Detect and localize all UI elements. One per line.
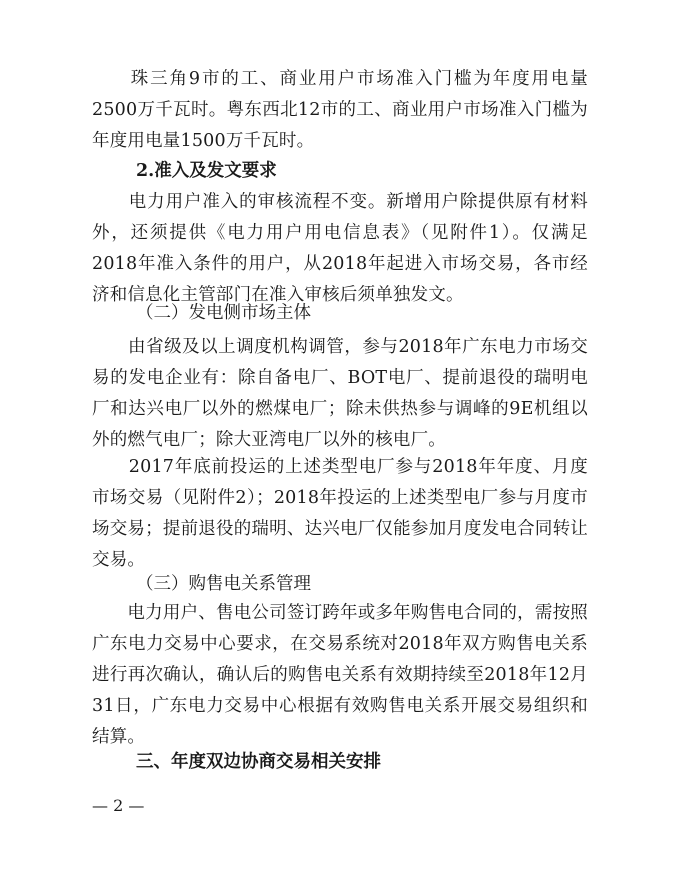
heading-section-three: 三、年度双边协商交易相关安排: [136, 752, 381, 772]
paragraph-commissioning: 2017年底前投运的上述类型电厂参与2018年年度、月度市场交易（见附件2）；2018年投运的上述类型电厂参与月度市场交易；提前退役的瑞明、达兴电厂仅能参加月度发电合同转让交易。: [92, 457, 588, 570]
paragraph-market-threshold: 珠三角9市的工、商业用户市场准入门槛为年度用电量2500万千瓦时。粤东西北12市的工、商业用户市场准入门槛为年度用电量1500万千瓦时。: [92, 69, 588, 151]
heading-purchase-sale: （三）购售电关系管理: [136, 574, 311, 594]
paragraph-audit-process: 电力用户准入的审核流程不变。新增用户除提供原有材料外，还须提供《电力用户用电信息表》（见附件1）。仅满足2018年准入条件的用户，从2018年起进入市场交易，各市经济和信息化主管部门在准入审核后须单独发文。: [92, 192, 588, 305]
heading-access-requirements: 2.准入及发文要求: [136, 161, 277, 181]
heading-generation-side: （二）发电侧市场主体: [136, 303, 311, 323]
paragraph-generators: 由省级及以上调度机构调管，参与2018年广东电力市场交易的发电企业有：除自备电厂、BOT电厂、提前退役的瑞明电厂和达兴电厂以外的燃煤电厂；除未供热参与调峰的9E机组以外的燃气电厂；除大亚湾电厂以外的核电厂。: [92, 337, 588, 450]
paragraph-contract-confirmation: 电力用户、售电公司签订跨年或多年购售电合同的，需按照广东电力交易中心要求，在交易系统对2018年双方购售电关系进行再次确认，确认后的购售电关系有效期持续至2018年12月31日，广东电力交易中心根据有效购售电关系开展交易组织和结算。: [92, 603, 588, 747]
page-number: — 2 —: [92, 796, 145, 815]
